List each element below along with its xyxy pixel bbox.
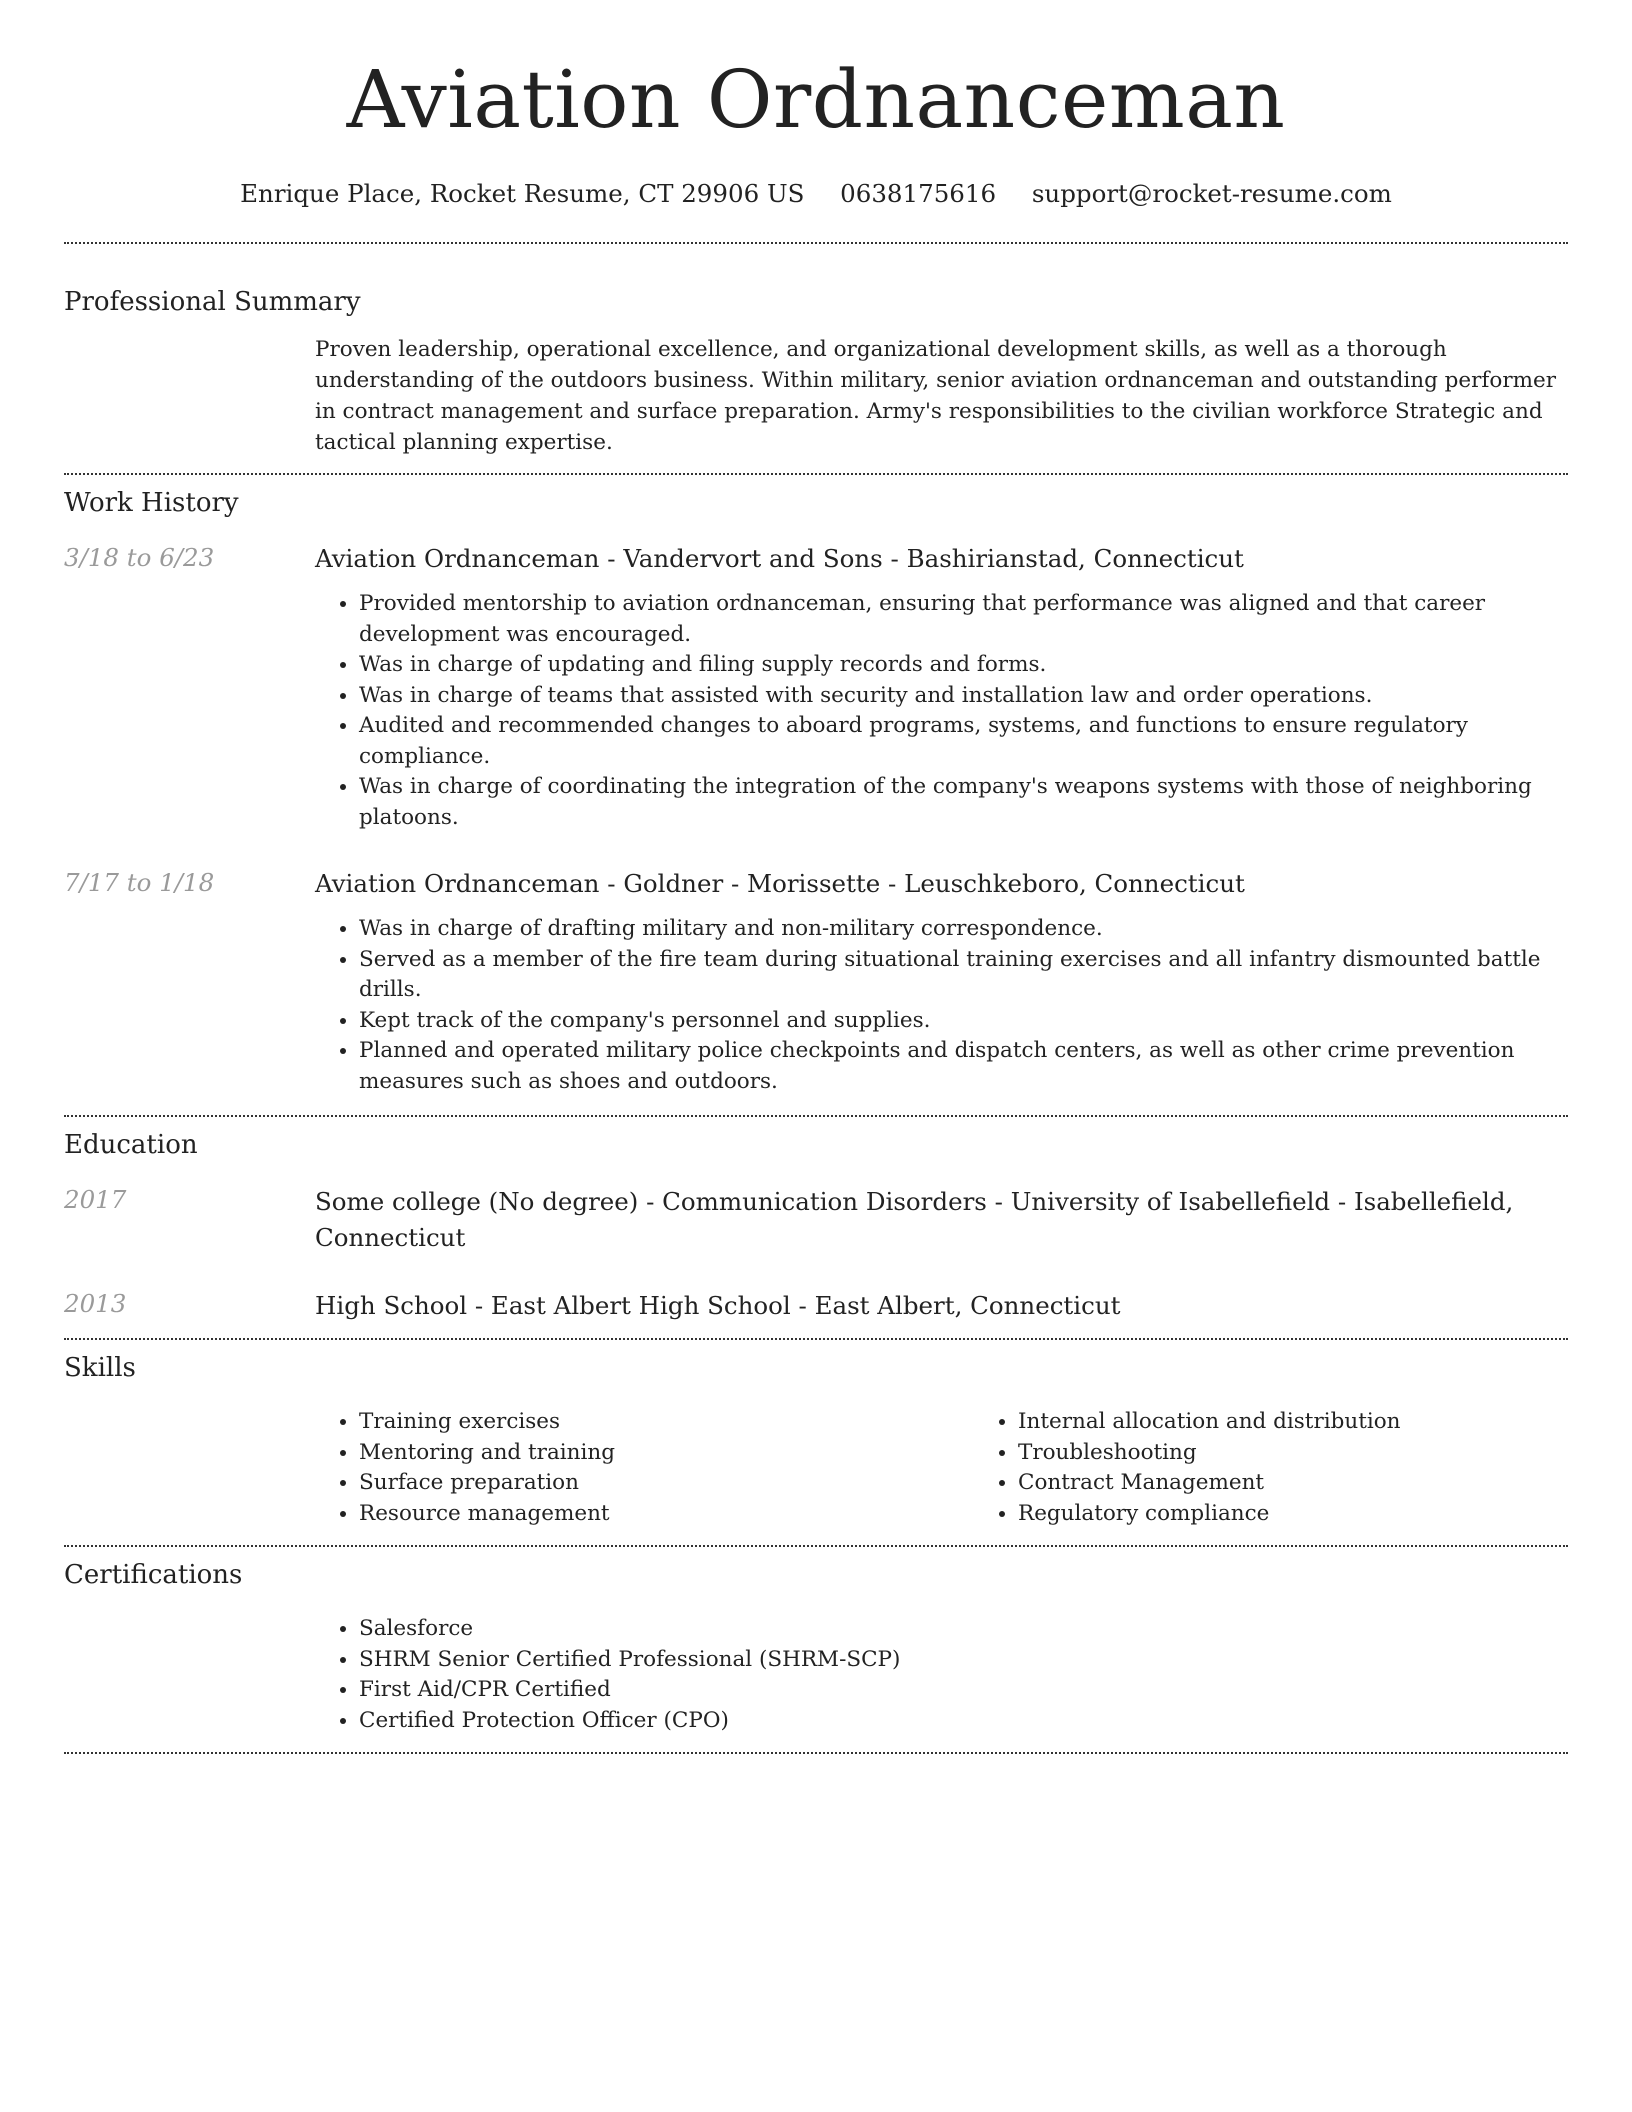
summary-text: Proven leadership, operational excellence, and organizational development skills, as well as a thorough understanding of the outdoors business. Within military, senior aviation ordnanceman and outstanding performer in contract management and surface preparation. Army's responsibilities to the civilian workforce Strategic and tactical planning expertise. [315,337,1556,455]
divider [64,473,1568,475]
list-item: • Was in charge of updating and filing supply records and forms. [359,650,1568,681]
list-item: • Served as a member of the fire team during situational training exercises and all infantry dismounted battle drills. [359,945,1568,1006]
contact-email: support@rocket-resume.com [1031,179,1392,208]
list-item: • Was in charge of drafting military and non-military correspondence. [359,914,1568,945]
divider [64,1115,1568,1117]
contact-line [64,178,1568,210]
job-entry [64,867,1568,1097]
education-degree: High School [315,1291,468,1320]
list-item: • Provided mentorship to aviation ordnanceman, ensuring that performance was aligned and that career development was encouraged. [359,589,1568,650]
section-title-education: Education [64,1130,198,1160]
skill-item: • Resource management [359,1499,974,1530]
certification-item: • Certified Protection Officer (CPO) [359,1706,1568,1737]
skill-item: • Mentoring and training [359,1438,974,1469]
job-entry [64,542,1568,833]
skill-item: • Surface preparation [359,1468,974,1499]
job-bullets [315,914,1568,1097]
divider [64,1752,1568,1754]
job-heading: Aviation Ordnanceman - Goldner - Morissette - Leuschkeboro, Connecticut [315,869,1245,898]
summary-section [64,285,1568,458]
education-year: 2017 [64,1185,127,1214]
list-item: • Was in charge of coordinating the integration of the company's weapons systems with those of neighboring platoons. [359,772,1568,833]
resume-page [64,0,1568,1754]
education-entry [64,1288,1568,1324]
education-school: - East Albert High School - East Albert, Connecticut [467,1291,1121,1320]
list-item: • Kept track of the company's personnel and supplies. [359,1006,1568,1037]
certification-item: • First Aid/CPR Certified [359,1675,1568,1706]
skill-item: • Internal allocation and distribution [1018,1407,1632,1438]
certification-item: • Salesforce [359,1614,1568,1645]
skill-item: • Training exercises [359,1407,974,1438]
skill-item: • Troubleshooting [1018,1438,1632,1469]
education-entry [64,1184,1568,1256]
education-school: - University of Isabellefield - Isabellefield, Connecticut [315,1187,1514,1252]
section-title-work-history: Work History [64,488,239,518]
list-item: • Was in charge of teams that assisted with security and installation law and order operations. [359,681,1568,712]
section-title-skills: Skills [64,1353,136,1383]
section-title-certifications: Certifications [64,1560,243,1590]
skill-item: • Regulatory compliance [1018,1499,1632,1530]
certifications-section [64,1558,1568,1736]
candidate-name: Aviation Ordnanceman [346,53,1286,146]
skills-section [64,1351,1568,1529]
education-year: 2013 [64,1289,127,1318]
list-item: • Audited and recommended changes to aboard programs, systems, and functions to ensure regulatory compliance. [359,711,1568,772]
job-dates: 7/17 to 1/18 [64,868,215,897]
divider [64,242,1568,244]
job-dates: 3/18 to 6/23 [64,543,215,572]
skill-item: • Contract Management [1018,1468,1632,1499]
work-history-section [64,486,1568,1097]
section-title-summary: Professional Summary [64,287,361,317]
skills-list-right [974,1407,1632,1529]
skills-grid [315,1407,1632,1529]
contact-address: Enrique Place, Rocket Resume, CT 29906 US [240,179,805,208]
job-bullets [315,589,1568,833]
skills-list-left [315,1407,974,1529]
divider [64,1338,1568,1340]
certifications-list [315,1614,1568,1736]
divider [64,1545,1568,1547]
job-heading: Aviation Ordnanceman - Vandervort and Sons - Bashirianstad, Connecticut [315,544,1244,573]
education-section [64,1128,1568,1324]
contact-phone: 0638175616 [840,179,997,208]
education-degree: Some college (No degree) - Communication Disorders [315,1187,987,1216]
list-item: • Planned and operated military police checkpoints and dispatch centers, as well as other crime prevention measures such as shoes and outdoors. [359,1036,1568,1097]
certification-item: • SHRM Senior Certified Professional (SHRM-SCP) [359,1645,1568,1676]
